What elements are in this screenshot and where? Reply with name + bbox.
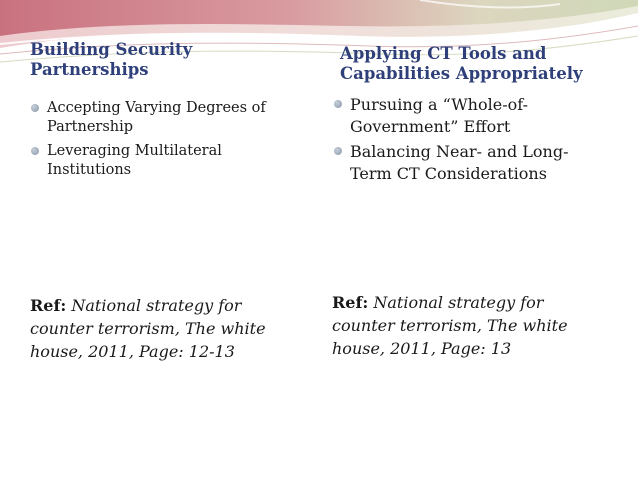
right-heading-line: Capabilities Appropriately	[340, 64, 583, 83]
bullet-text	[47, 142, 300, 180]
list-item	[333, 94, 623, 138]
right-ref-line: counter terrorism, The white	[332, 316, 568, 335]
ref-text: National strategy for	[368, 293, 544, 312]
right-bullet-list	[333, 94, 623, 185]
right-heading	[340, 44, 583, 84]
bullet-text	[47, 99, 300, 137]
left-ref-line: counter terrorism, The white	[30, 319, 266, 338]
bullet-icon	[31, 104, 39, 112]
left-bullet-list	[30, 99, 300, 180]
bullet-line: Pursuing a “Whole-of-	[350, 95, 528, 114]
bullet-line: Institutions	[47, 162, 132, 178]
left-ref-line: house, 2011, Page: 12-13	[30, 342, 235, 361]
list-item	[30, 142, 300, 180]
left-heading-line: Partnerships	[30, 60, 149, 79]
right-ref-line	[332, 291, 568, 314]
left-reference	[30, 294, 266, 363]
ref-label: Ref:	[30, 296, 67, 315]
left-heading-line: Building Security	[30, 40, 193, 59]
ref-label: Ref:	[332, 293, 369, 312]
bullet-line: Term CT Considerations	[350, 164, 547, 183]
list-item	[333, 141, 623, 185]
ref-text: National strategy for	[66, 296, 242, 315]
bullet-line: Government” Effort	[350, 117, 511, 136]
bullet-icon	[31, 147, 39, 155]
bullet-line: Partnership	[47, 119, 134, 135]
bullet-line: Accepting Varying Degrees of	[47, 100, 266, 116]
left-heading	[30, 40, 192, 80]
left-ref-line	[30, 294, 266, 317]
bullet-line: Leveraging Multilateral	[47, 143, 222, 159]
right-reference	[332, 291, 568, 360]
bullet-text	[350, 141, 623, 185]
bullet-line: Balancing Near- and Long-	[350, 142, 569, 161]
list-item	[30, 99, 300, 137]
bullet-text	[350, 94, 623, 138]
right-ref-line: house, 2011, Page: 13	[332, 339, 512, 358]
bullet-icon	[334, 100, 342, 108]
right-heading-line: Applying CT Tools and	[340, 44, 547, 63]
bullet-icon	[334, 147, 342, 155]
